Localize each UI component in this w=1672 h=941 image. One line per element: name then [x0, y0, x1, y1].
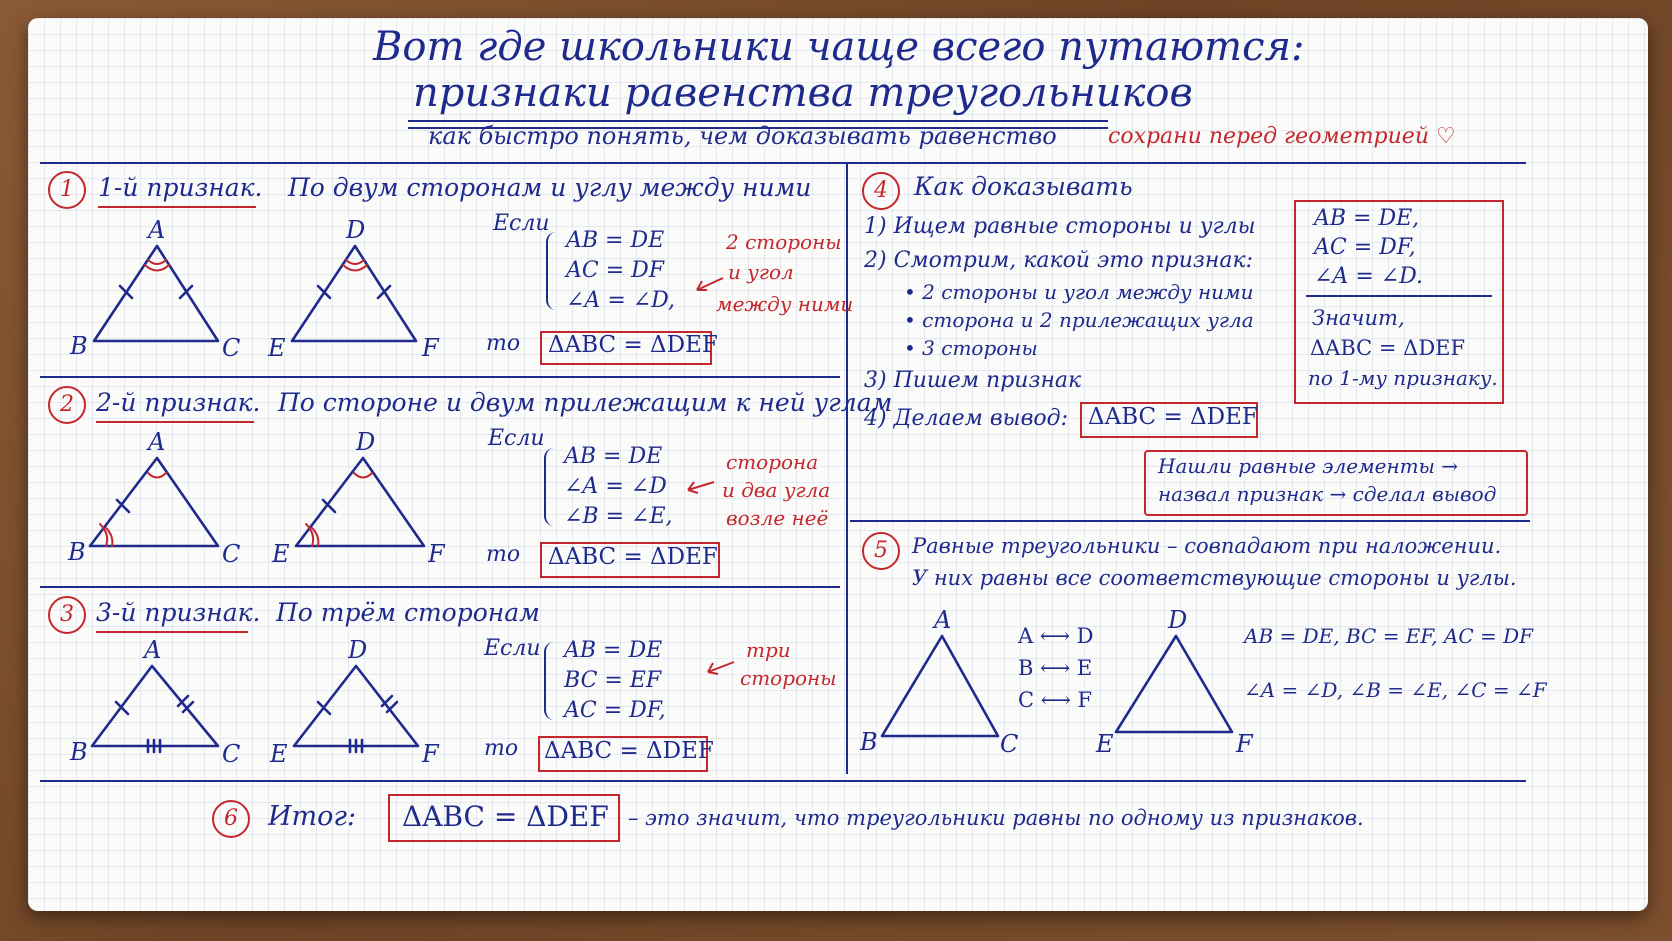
s5-text-2: У них равны все соответствующие стороны и углы.: [912, 566, 1517, 590]
subtitle: как быстро понять, чем доказывать равенство: [428, 122, 1057, 150]
s2-then: то: [486, 542, 521, 567]
s4-example-2: AC = DF,: [1314, 235, 1416, 260]
s5-corr-3: C ⟷ F: [1018, 688, 1093, 712]
section-4-number: 4: [862, 172, 900, 210]
s4-result: ΔABC = ΔDEF: [1088, 404, 1258, 430]
page-title-line1: Вот где школьники чаще всего путаются:: [373, 24, 1305, 70]
s2-brace: [544, 448, 556, 526]
s4-step-1: 1) Ищем равные стороны и углы: [864, 214, 1256, 239]
s1-arrow: [693, 276, 733, 296]
s3-cond-1: AB = DE: [564, 638, 663, 663]
s4-example-rule: [1306, 295, 1492, 297]
divider-s1-s2: [40, 376, 840, 378]
section-6-number: 6: [212, 800, 250, 838]
save-note: сохрани перед геометрией ♡: [1108, 124, 1456, 149]
divider-s2-s3: [40, 586, 840, 588]
s4-step-3: 3) Пишем признак: [864, 368, 1082, 393]
s1-label-e: E: [268, 334, 286, 362]
s6-label: Итог:: [268, 801, 357, 832]
s2-label-d: D: [356, 428, 376, 456]
s2-arrow: [684, 478, 724, 498]
s1-label-c: C: [222, 334, 241, 362]
s4-conclusion-2: ΔABC = ΔDEF: [1310, 336, 1466, 360]
s4-conclusion-3: по 1-му признаку.: [1308, 366, 1498, 390]
s1-label-f: F: [422, 334, 439, 362]
s1-label-d: D: [346, 216, 366, 244]
s1-result: ΔABC = ΔDEF: [548, 332, 718, 358]
s1-if: Если: [493, 211, 550, 236]
page-title-line2: признаки равенства треугольников: [413, 70, 1193, 116]
section-1-title: 1-й признак.: [98, 173, 263, 202]
s4-summary-2: назвал признак → сделал вывод: [1158, 482, 1497, 506]
s3-label-a: A: [144, 636, 162, 664]
s1-cond-3: ∠A = ∠D,: [566, 288, 676, 313]
section-3-title-underline: [96, 631, 248, 633]
s4-bullet-3: • 3 стороны: [904, 336, 1038, 360]
section-3-title: 3-й признак.: [96, 598, 261, 627]
s2-result: ΔABC = ΔDEF: [548, 544, 718, 570]
s1-cond-2: AC = DF: [566, 258, 665, 283]
divider-s4-s5: [850, 520, 1530, 522]
s2-note-2: и два угла: [722, 478, 831, 502]
s2-if: Если: [488, 426, 545, 451]
s2-label-c: C: [222, 540, 241, 568]
s5-label-a: A: [934, 606, 952, 634]
s3-triangle-def: [268, 638, 468, 778]
s5-corr-2: B ⟷ E: [1018, 656, 1093, 680]
s4-conclusion-1: Значит,: [1312, 306, 1405, 330]
s3-triangle-abc: [68, 638, 268, 778]
s3-if: Если: [484, 636, 541, 661]
s5-angles: ∠A = ∠D, ∠B = ∠E, ∠C = ∠F: [1244, 678, 1547, 702]
section-2-title-underline: [96, 421, 254, 423]
s3-label-d: D: [348, 636, 368, 664]
s4-bullet-2: • сторона и 2 прилежащих угла: [904, 308, 1254, 332]
s3-cond-2: BC = EF: [564, 668, 662, 693]
section-4-title: Как доказывать: [914, 172, 1133, 201]
s5-corr-1: A ⟷ D: [1018, 624, 1094, 648]
divider-bottom: [40, 780, 1526, 782]
s5-label-e: E: [1096, 730, 1114, 758]
s4-example-3: ∠A = ∠D.: [1314, 264, 1424, 289]
s2-label-e: E: [272, 540, 290, 568]
s6-result: ΔABC = ΔDEF: [402, 800, 609, 833]
s6-text: – это значит, что треугольники равны по одному из признаков.: [628, 806, 1364, 830]
section-1-title-underline: [98, 206, 256, 208]
s3-label-c: C: [222, 740, 241, 768]
s3-then: то: [484, 736, 519, 761]
s4-step-4: 4) Делаем вывод:: [864, 406, 1068, 431]
s1-triangle-def: [268, 216, 468, 362]
s1-note-3: между ними: [716, 292, 854, 316]
divider-vertical: [846, 162, 848, 774]
s5-label-c: C: [1000, 730, 1019, 758]
section-2-desc: По стороне и двум прилежащим к ней углам: [278, 388, 893, 417]
s1-label-b: B: [70, 332, 88, 360]
s1-then: то: [486, 331, 521, 356]
notebook-sheet: [28, 18, 1648, 911]
s5-label-d: D: [1168, 606, 1188, 634]
s1-note-1: 2 стороны: [726, 230, 842, 254]
s2-triangle-abc: [68, 428, 268, 568]
s1-note-2: и угол: [728, 260, 794, 284]
s2-cond-3: ∠B = ∠E,: [564, 504, 673, 529]
s2-label-f: F: [428, 540, 445, 568]
section-3-desc: По трём сторонам: [276, 598, 540, 627]
s2-label-a: A: [148, 428, 166, 456]
s2-note-1: сторона: [726, 450, 819, 474]
s3-cond-3: AC = DF,: [564, 698, 666, 723]
section-2-number: 2: [48, 386, 86, 424]
s1-label-a: A: [148, 216, 166, 244]
s3-label-f: F: [422, 740, 439, 768]
section-1-desc: По двум сторонам и углу между ними: [288, 173, 812, 202]
section-2-title: 2-й признак.: [96, 388, 261, 417]
s2-triangle-def: [272, 428, 472, 568]
s5-label-b: B: [860, 728, 878, 756]
s4-example-1: AB = DE,: [1314, 206, 1420, 231]
s1-brace: [546, 232, 558, 310]
section-3-number: 3: [48, 596, 86, 634]
s2-cond-2: ∠A = ∠D: [564, 474, 667, 499]
s5-text-1: Равные треугольники – совпадают при наложении.: [912, 534, 1502, 558]
s3-result: ΔABC = ΔDEF: [544, 738, 714, 764]
section-1-number: 1: [48, 171, 86, 209]
s3-note-1: три: [746, 638, 791, 662]
s2-note-3: возле неё: [726, 506, 829, 530]
divider-top: [40, 162, 1526, 164]
s3-label-e: E: [270, 740, 288, 768]
s4-bullet-1: • 2 стороны и угол между ними: [904, 280, 1254, 304]
s2-label-b: B: [68, 538, 86, 566]
s3-label-b: B: [70, 738, 88, 766]
s1-cond-1: AB = DE: [566, 228, 665, 253]
s1-triangle-abc: [68, 216, 268, 362]
s3-note-2: стороны: [740, 666, 837, 690]
s5-label-f: F: [1236, 730, 1253, 758]
s3-arrow: [704, 660, 744, 680]
s4-summary-1: Нашли равные элементы →: [1158, 454, 1459, 478]
s5-sides: AB = DE, BC = EF, AC = DF: [1244, 624, 1534, 648]
s2-cond-1: AB = DE: [564, 444, 663, 469]
section-5-number: 5: [862, 532, 900, 570]
s4-step-2: 2) Смотрим, какой это признак:: [864, 248, 1254, 273]
s3-brace: [544, 642, 556, 720]
